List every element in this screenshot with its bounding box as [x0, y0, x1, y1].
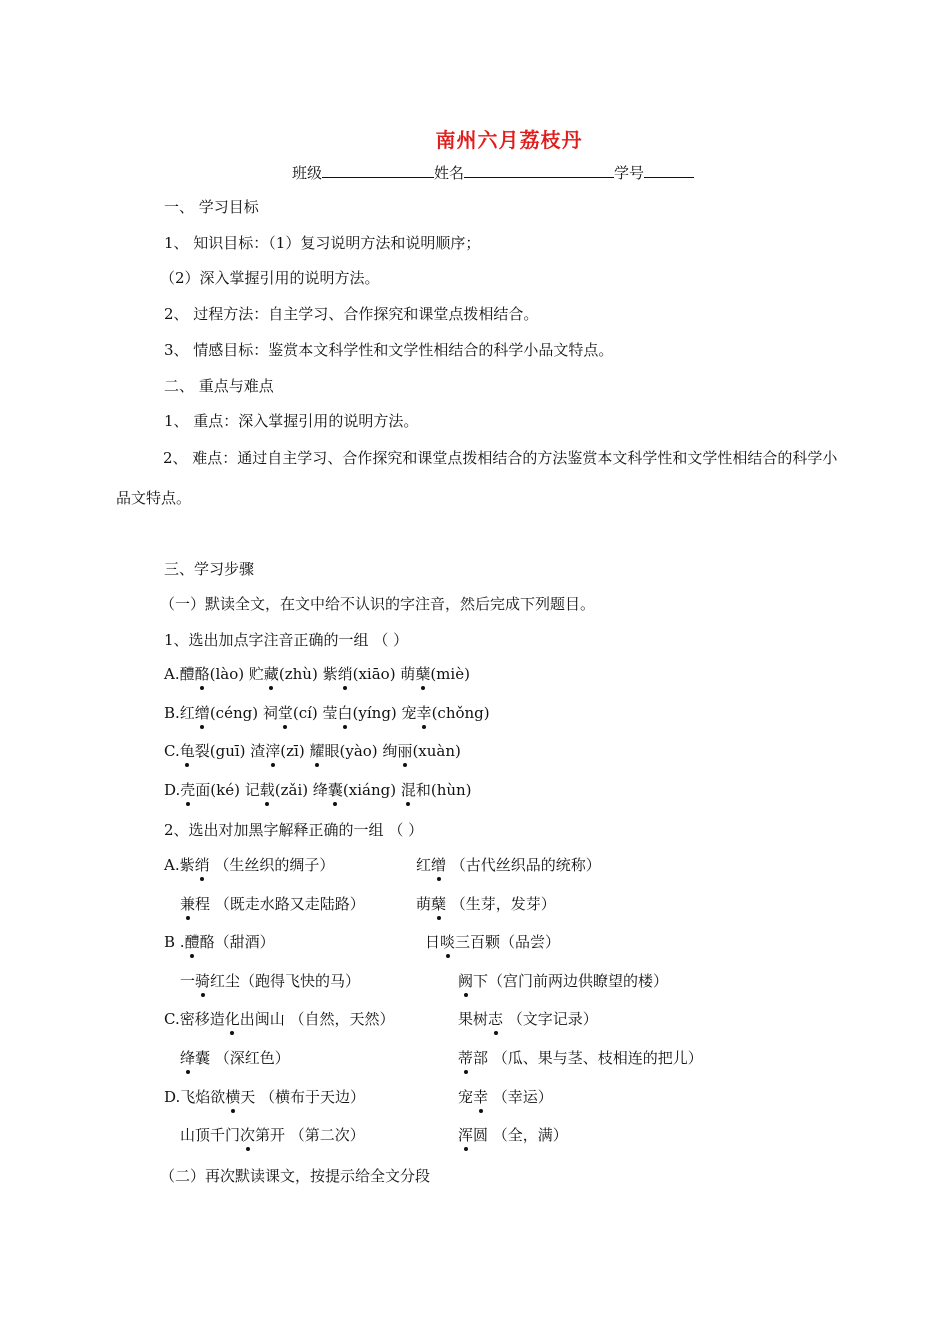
option-text: (céng) 祠: [209, 704, 278, 722]
dotted-char: 载: [259, 781, 275, 799]
keypoint-focus: 1、 重点：深入掌握引用的说明方法。: [164, 412, 419, 430]
goal-knowledge: 1、 知识目标：（1）复习说明方法和说明顺序；: [164, 234, 481, 252]
option-text: 裂(guī) 渣: [194, 742, 266, 760]
option-text: C.密移造: [164, 1010, 225, 1028]
dotted-char: 化: [224, 1010, 240, 1028]
dotted-char: 壳: [180, 781, 196, 799]
option-text: 部 （瓜、果与茎、枝相连的把儿）: [473, 1049, 703, 1067]
option-text: (lào) 贮: [209, 665, 264, 683]
dotted-char: 兼: [180, 895, 196, 913]
dotted-char: 堂: [277, 704, 293, 722]
dotted-char: 白: [337, 704, 353, 722]
option-text: 一: [180, 972, 196, 990]
class-blank[interactable]: [322, 163, 434, 178]
question-2-option-c-row2-right[interactable]: [458, 1048, 703, 1068]
question-2-option-d-row2-right[interactable]: [458, 1125, 568, 1145]
dotted-char: 横: [225, 1088, 241, 1106]
dotted-char: 混: [400, 781, 416, 799]
dotted-char: 绡: [337, 665, 353, 683]
question-2-option-a-row2-right[interactable]: [416, 894, 556, 914]
dotted-char: 蘖: [415, 665, 431, 683]
question-2-option-d-row1[interactable]: [164, 1087, 365, 1107]
question-2-option-d-row2[interactable]: [180, 1125, 365, 1145]
option-text: 日: [425, 933, 441, 951]
dotted-char: 志: [488, 1010, 504, 1028]
option-text: （生芽，发芽）: [446, 895, 556, 913]
class-label: 班级: [292, 164, 323, 182]
dotted-char: 丽: [397, 742, 413, 760]
option-text: D.: [164, 781, 181, 799]
section-heading-steps: 三、学习步骤: [164, 560, 255, 578]
option-text: （古代丝织品的统称）: [446, 856, 601, 874]
question-1-option-c[interactable]: [164, 741, 461, 761]
option-text: 宠: [458, 1088, 474, 1106]
question-2-option-b-row1[interactable]: [164, 932, 275, 952]
goal-process: 2、 过程方法：自主学习、合作探究和课堂点拨相结合。: [164, 305, 539, 323]
question-1-option-d[interactable]: [164, 780, 472, 800]
dotted-char: 醴: [184, 933, 200, 951]
dotted-char: 幸: [416, 704, 432, 722]
option-text: (miè): [430, 665, 470, 683]
dotted-char: 囊: [327, 781, 343, 799]
option-text: (chǒng): [431, 704, 490, 722]
option-text: 果树: [458, 1010, 489, 1028]
option-text: B .: [164, 933, 185, 951]
name-blank[interactable]: [464, 163, 614, 178]
option-text: C.: [164, 742, 180, 760]
option-text: 囊 （深红色）: [195, 1049, 290, 1067]
student-info-line: [292, 162, 694, 183]
question-2-option-b-row2[interactable]: [180, 971, 360, 991]
option-text: 三百颗（品尝）: [455, 933, 561, 951]
dotted-char: 滓: [265, 742, 281, 760]
dotted-char: 幸: [473, 1088, 489, 1106]
option-text: 圆 （全，满）: [473, 1126, 568, 1144]
option-text: (xiáng): [342, 781, 401, 799]
option-text: （文字记录）: [503, 1010, 598, 1028]
option-text: A.紫: [164, 856, 195, 874]
step-one-instruction: （一）默读全文，在文中给不认识的字注音，然后完成下列题目。: [160, 595, 596, 613]
question-2-option-a-row1[interactable]: [164, 855, 334, 875]
dotted-char: 龟: [179, 742, 195, 760]
question-2-option-a-row1-right[interactable]: [416, 855, 601, 875]
question-2-option-c-row1-right[interactable]: [458, 1009, 598, 1029]
dotted-char: 绛: [180, 1049, 196, 1067]
question-2-stem: 2、选出对加黑字解释正确的一组 （ ）: [164, 821, 424, 839]
option-text: 山顶千门: [180, 1126, 241, 1144]
section-heading-keypoints: 二、 重点与难点: [164, 377, 274, 395]
option-text: (zhù) 紫: [278, 665, 338, 683]
name-label: 姓名: [434, 164, 465, 182]
option-text: 酪（甜酒）: [199, 933, 275, 951]
option-text: 面(ké) 记: [195, 781, 260, 799]
option-text: B.红: [164, 704, 195, 722]
dotted-char: 缯: [194, 704, 210, 722]
dotted-char: 酪: [194, 665, 210, 683]
question-1-stem: 1、选出加点字注音正确的一组 （ ）: [164, 631, 409, 649]
dotted-char: 藏: [263, 665, 279, 683]
dotted-char: 绡: [194, 856, 210, 874]
goal-emotion: 3、 情感目标：鉴赏本文科学性和文学性相结合的科学小品文特点。: [164, 341, 614, 359]
dotted-char: 骑: [195, 972, 211, 990]
question-2-option-d-row1-right[interactable]: [458, 1087, 553, 1107]
option-text: （幸运）: [488, 1088, 553, 1106]
option-text: 天 （横布于天边）: [240, 1088, 366, 1106]
number-blank[interactable]: [644, 163, 694, 178]
option-text: 和(hùn): [415, 781, 472, 799]
dotted-char: 缯: [431, 856, 447, 874]
section-heading-goals: 一、 学习目标: [164, 198, 259, 216]
dotted-char: 次: [240, 1126, 256, 1144]
question-1-option-b[interactable]: [164, 703, 490, 723]
option-text: （生丝织的绸子）: [209, 856, 335, 874]
step-two-instruction: （二）再次默读课文，按提示给全文分段: [160, 1167, 431, 1185]
option-text: (zī): [280, 742, 310, 760]
keypoint-difficulty: 2、 难点：通过自主学习、合作探究和课堂点拨相结合的方法鉴赏本文科学性和文学性相结合的科学小品文特点。: [116, 449, 838, 507]
dotted-char: 阙: [458, 972, 474, 990]
dotted-char: 浑: [458, 1126, 474, 1144]
question-1-option-a[interactable]: [164, 664, 470, 684]
dotted-char: 啖: [440, 933, 456, 951]
option-text: 红尘（跑得飞快的马）: [210, 972, 361, 990]
dotted-char: 耀: [309, 742, 325, 760]
question-2-option-b-row1-right[interactable]: [425, 932, 560, 952]
option-text: (yíng) 宠: [352, 704, 417, 722]
page-title: 南州六月荔枝丹: [435, 128, 583, 152]
goal-knowledge-2: （2）深入掌握引用的说明方法。: [160, 269, 380, 287]
option-text: 第开 （第二次）: [255, 1126, 365, 1144]
question-2-option-a-row2[interactable]: [180, 894, 365, 914]
option-text: A.醴: [164, 665, 195, 683]
option-text: 眼(yào) 绚: [324, 742, 398, 760]
dotted-char: 蒂: [458, 1049, 474, 1067]
option-text: 下（宫门前两边供瞭望的楼）: [473, 972, 669, 990]
dotted-char: 蘖: [431, 895, 447, 913]
option-text: (cí) 莹: [292, 704, 338, 722]
option-text: 萌: [416, 895, 432, 913]
option-text: 红: [416, 856, 432, 874]
question-2-option-c-row1[interactable]: [164, 1009, 395, 1029]
option-text: 出闽山 （自然，天然）: [239, 1010, 395, 1028]
option-text: (xiāo) 萌: [352, 665, 416, 683]
option-text: (zǎi) 绛: [274, 781, 328, 799]
option-text: D.飞焰欲: [164, 1088, 226, 1106]
option-text: (xuàn): [412, 742, 461, 760]
question-2-option-c-row2[interactable]: [180, 1048, 290, 1068]
question-2-option-b-row2-right[interactable]: [458, 971, 668, 991]
number-label: 学号: [614, 164, 645, 182]
option-text: 程 （既走水路又走陆路）: [195, 895, 365, 913]
